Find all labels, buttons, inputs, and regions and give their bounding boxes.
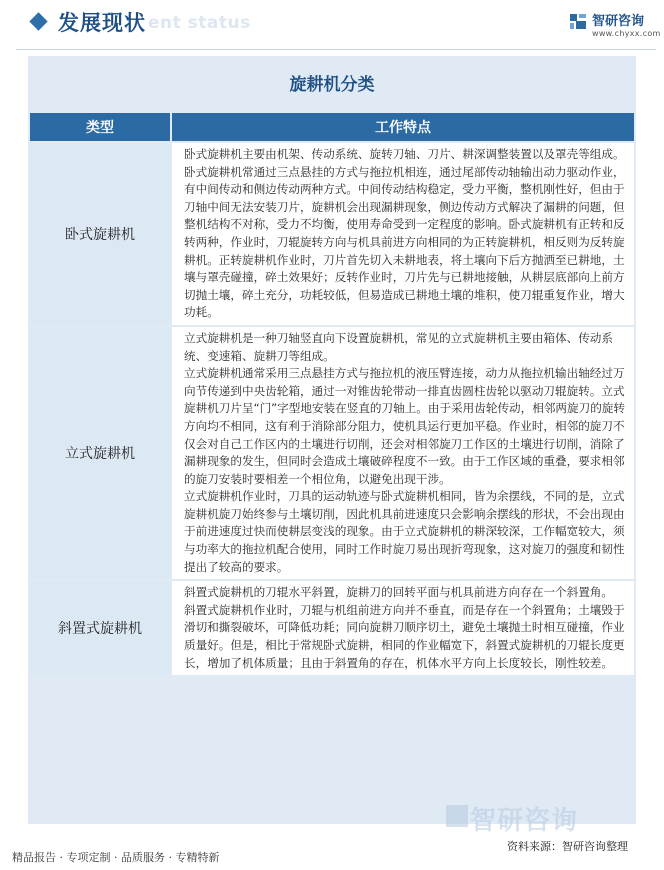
feature-paragraph: 立式旋耕机通常采用三点悬挂方式与拖拉机的液压臂连接，动力从拖拉机输出轴经过万向节传递到中央齿轮箱，通过一对锥齿轮带动一排直齿圆柱齿轮以驱动刀辊旋转。立式旋耕机刀片呈“门”字型地安装在竖直的刀轴上。由于采用齿轮传动，相邻两旋刀的旋转方向均不相同，这有利于消除部分阻力，使机具运行更加平稳。作业时，相邻的旋刀不仅会对自己工作区内的土壤进行切削，还会对相邻旋刀工作区的土壤进行切削，消除了漏耕现象的发生，但同时会造成土壤破碎程度不一致。由于工作区域的重叠，要求相邻的旋刀安装时要相差一个相位角，以避免出现干涉。 [184,366,625,486]
feature-paragraph: 斜置式旋耕机作业时，刀辊与机组前进方向并不垂直，而是存在一个斜置角；土壤毁于滑切和撕裂破坏，可降低功耗；同向旋耕刀顺序切土，避免土壤抛土时相互碰撞，作业质量好。但是，相比于常规卧式旋耕，相同的作业幅宽下，斜置式旋耕机的刀辊长度更长，增加了机体质量；且由于斜置角的存在，机体水平方向上长度较长，刚性较差。 [184,602,625,670]
watermark-logo-icon [446,805,468,827]
brand-url: www.chyxx.com [592,29,661,38]
feature-cell [172,141,634,325]
section-title-english: ent status [148,13,251,33]
source-note: 资料来源：智研咨询整理 [507,840,628,853]
table-row [30,579,634,675]
feature-paragraph: 立式旋耕机作业时，刀具的运动轨迹与卧式旋耕机相同，皆为余摆线，不同的是，立式旋耕机旋刀始终参与土壤切削，因此机具前进速度只会影响余摆线的形状，不会出现由于前进速度过快而使耕层变浅的现象。由于立式旋耕机的耕深较深，工作幅宽较大，须与功率大的拖拉机配合使用，同时工作时旋刀易出现折弯现象，这对旋刀的强度和韧性提出了较高的要求。 [184,489,625,574]
brand-logo-icon [569,12,587,30]
column-header-feature: 工作特点 [172,113,634,141]
feature-paragraph: 斜置式旋耕机的刀辊水平斜置，旋耕刀的回转平面与机具前进方向存在一个斜置角。 [184,585,613,600]
header-divider [16,49,656,50]
type-cell: 斜置式旋耕机 [30,579,172,675]
footer-tagline: 精品报告 · 专项定制 · 品质服务 · 专精特新 [12,851,220,864]
table-header-row [30,113,634,141]
type-cell: 卧式旋耕机 [30,141,172,325]
feature-paragraph: 卧式旋耕机常通过三点悬挂的方式与拖拉机相连，通过尾部传动轴输出动力驱动作业，有中间传动和侧边传动两种方式。中间传动结构稳定，受力平衡，整机刚性好，但由于刀轴中间无法安装刀片，旋耕机会出现漏耕现象，侧边传动方式解决了漏耕的问题，但整机结构不对称，受力不均衡，使用寿命受到一定程度的影响。卧式旋耕机有正转和反转两种，作业时，刀辊旋转方向与机具前进方向相同的为正转旋耕机，相反则为反转旋耕机。正转旋耕机作业时，刀片首先切入未耕地表，将土壤向下后方抛洒至已耕地，土壤与罩壳碰撞，碎土效果好；反转作业时，刀片先与已耕地接触，从耕层底部向上前方切抛土壤，碎土充分，功耗较低，但易造成已耕地土壤的堆积，使刀辊重复作业，增大功耗。 [184,164,625,320]
column-header-type: 类型 [30,113,172,141]
type-cell: 立式旋耕机 [30,325,172,579]
brand-watermark: 智研咨询 [470,806,579,836]
classification-table [30,113,634,675]
feature-cell [172,325,634,579]
feature-paragraph: 卧式旋耕机主要由机架、传动系统、旋转刀轴、刀片、耕深调整装置以及罩壳等组成。 [184,147,625,161]
page-footer [0,843,664,870]
brand-name: 智研咨询 [592,14,645,29]
section-title: 发展现状 [58,10,146,35]
table-title: 旋耕机分类 [289,75,375,95]
page-header [0,0,664,48]
diamond-bullet-icon [29,12,47,30]
table-row [30,325,634,579]
feature-cell [172,579,634,675]
table-row [30,141,634,325]
feature-paragraph: 立式旋耕机是一种刀轴竖直向下设置旋耕机，常见的立式旋耕机主要由箱体、传动系统、变速箱、旋耕刀等组成。 [184,330,613,363]
